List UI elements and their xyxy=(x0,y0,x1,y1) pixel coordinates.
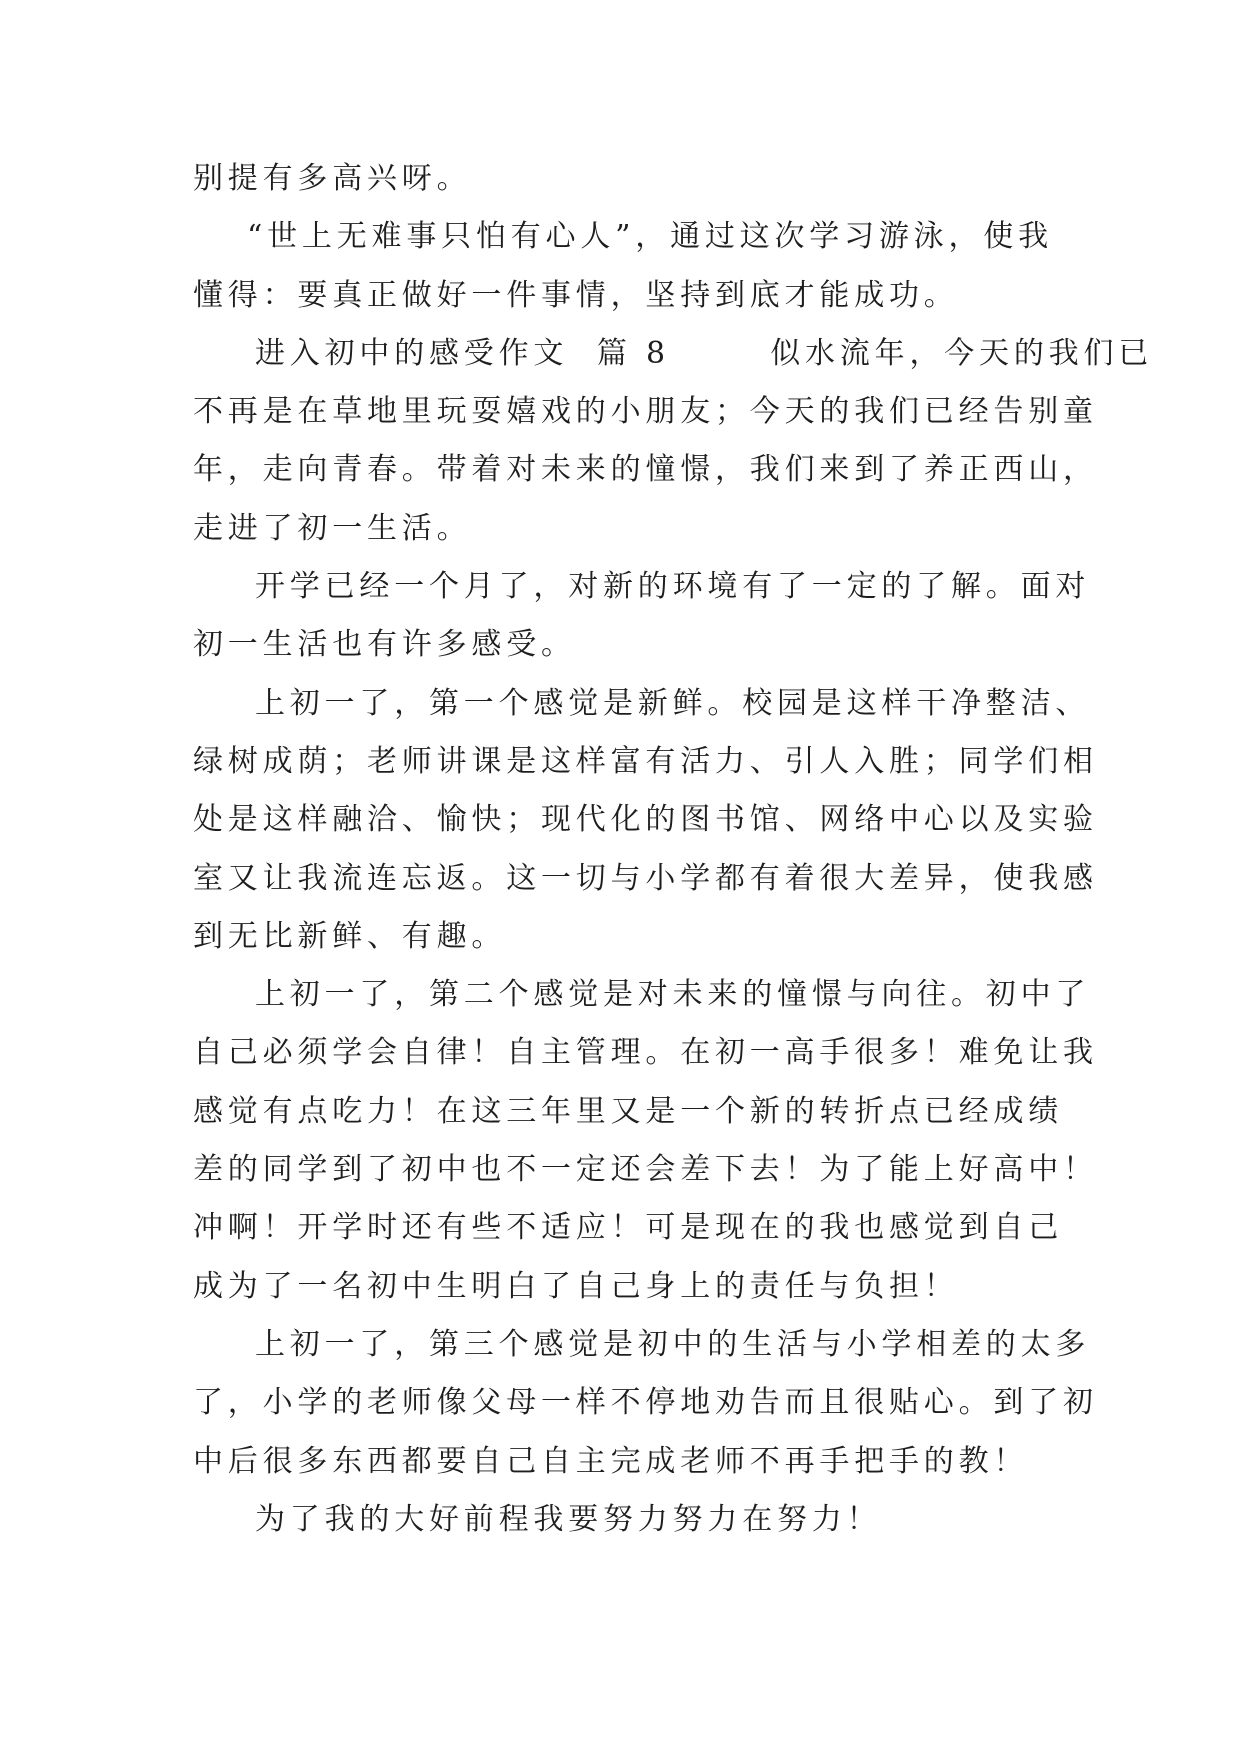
text-line: 别提有多高兴呀。 xyxy=(193,161,472,196)
text-line: 差的同学到了初中也不一定还会差下去！为了能上好高中！ xyxy=(193,1152,1098,1188)
text-line: 年，走向青春。带着对未来的憧憬，我们来到了养正西山， xyxy=(193,452,1098,488)
text-line: 冲啊！开学时还有些不适应！可是现在的我也感觉到自己 xyxy=(193,1210,1063,1246)
section-heading-line: 进入初中的感受作文 篇 8 似水流年，今天的我们已 xyxy=(255,335,1154,371)
text-line: 初一生活也有许多感受。 xyxy=(193,627,576,663)
text-line: 上初一了，第二个感觉是对未来的憧憬与向往。初中了 xyxy=(255,977,1091,1013)
text-line: 为了我的大好前程我要努力努力在努力！ xyxy=(255,1501,882,1537)
text-line: 不再是在草地里玩耍嬉戏的小朋友；今天的我们已经告别童 xyxy=(193,394,1098,430)
text-line: 中后很多东西都要自己自主完成老师不再手把手的教！ xyxy=(193,1443,1029,1479)
text-line: 成为了一名初中生明白了自己身上的责任与负担！ xyxy=(193,1268,959,1304)
text-line: 处是这样融洽、愉快；现代化的图书馆、网络中心以及实验 xyxy=(193,802,1098,838)
text-line: 感觉有点吃力！在这三年里又是一个新的转折点已经成绩 xyxy=(193,1093,1063,1129)
text-line: 自己必须学会自律！自主管理。在初一高手很多！难免让我 xyxy=(193,1035,1098,1071)
text-line: 了，小学的老师像父母一样不停地劝告而且很贴心。到了初 xyxy=(193,1385,1098,1421)
text-line: 室又让我流连忘返。这一切与小学都有着很大差异，使我感 xyxy=(193,860,1098,896)
text-line: “世上无难事只怕有心人”，通过这次学习游泳，使我 xyxy=(247,219,1053,255)
text-line: 走进了初一生活。 xyxy=(193,510,472,546)
text-line: 上初一了，第三个感觉是初中的生活与小学相差的太多 xyxy=(255,1326,1091,1362)
text-line: 绿树成荫；老师讲课是这样富有活力、引人入胜；同学们相 xyxy=(193,743,1098,779)
text-line: 上初一了，第一个感觉是新鲜。校园是这样干净整洁、 xyxy=(255,685,1091,721)
text-line: 到无比新鲜、有趣。 xyxy=(193,918,507,954)
text-line: 开学已经一个月了，对新的环境有了一定的了解。面对 xyxy=(255,569,1091,605)
document-body xyxy=(193,150,1154,1549)
text-line: 懂得：要真正做好一件事情，坚持到底才能成功。 xyxy=(193,277,959,313)
